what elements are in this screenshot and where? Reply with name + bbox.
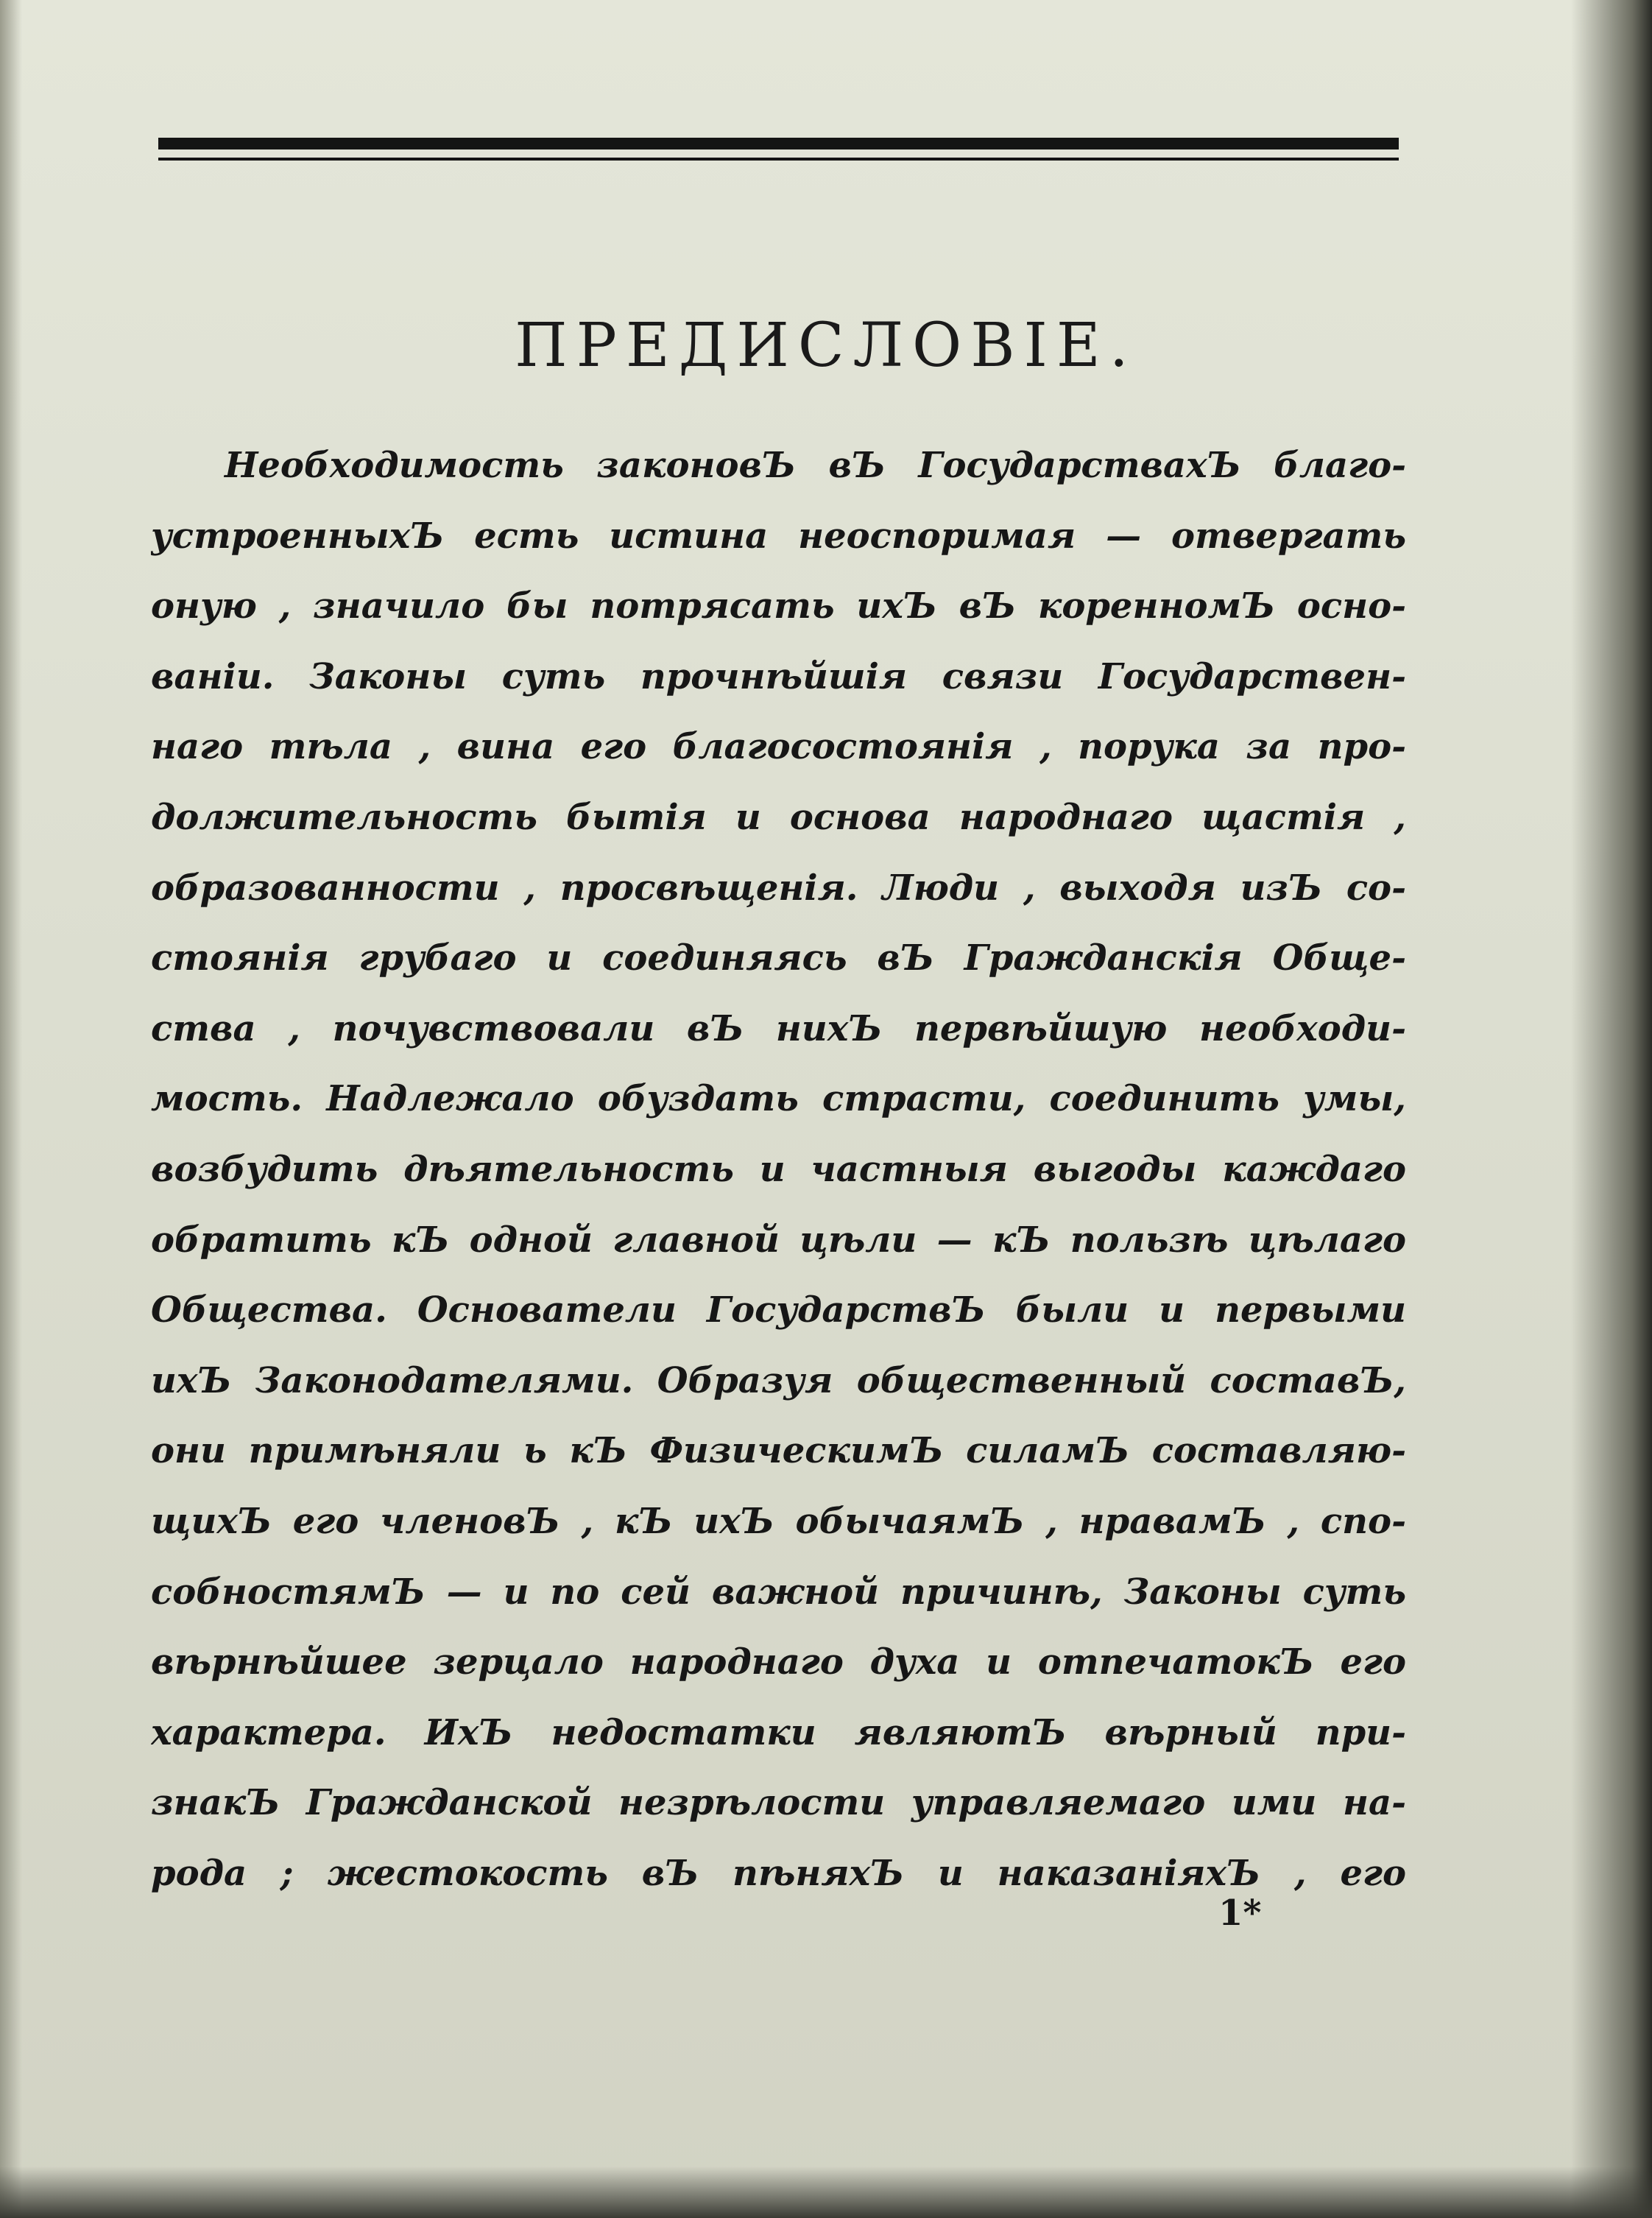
body-text [151, 431, 1406, 1909]
header-rule-thin [158, 158, 1399, 161]
text-line: характера. ИхЪ недостатки являютЪ вѣрный при- [151, 1711, 1406, 1753]
text-line: Общества. Основатели ГосударствЪ были и первыми [151, 1289, 1406, 1331]
text-line: Необходимость законовЪ вЪ ГосударствахЪ благо- [225, 445, 1406, 486]
text-line: ихЪ Законодателями. Образуя общественный составЪ, [151, 1359, 1406, 1401]
text-line: ства , почувствовали вЪ нихЪ первѣйшую необходи- [151, 1007, 1406, 1049]
text-line: собностямЪ — и по сей важной причинѣ, Законы суть [151, 1571, 1406, 1613]
text-line: наго тѣла , вина его благосостоянія , порука за про- [151, 726, 1406, 768]
text-line: щихЪ его членовЪ , кЪ ихЪ обычаямЪ , нравамЪ , спо- [151, 1500, 1406, 1542]
text-line: должительность бытія и основа народнаго щастія , [151, 796, 1406, 838]
page-edge-shadow-bottom [0, 2166, 1652, 2218]
text-line: возбудить дѣятельность и частныя выгоды каждаго [151, 1148, 1406, 1190]
header-rule-thick [158, 138, 1399, 149]
text-line: обратить кЪ одной главной цѣли — кЪ пользѣ цѣлаго [151, 1219, 1406, 1261]
text-line: мость. Надлежало обуздать страсти, соединить умы, [151, 1078, 1406, 1120]
text-line: оную , значило бы потрясать ихЪ вЪ коренномЪ осно- [151, 585, 1406, 627]
text-line: устроенныхЪ есть истина неоспоримая — отвергать [151, 515, 1406, 557]
text-line: знакЪ Гражданской незрѣлости управляемаго ими на- [151, 1782, 1406, 1824]
text-line: они примѣняли ь кЪ ФизическимЪ силамЪ составляю- [151, 1430, 1406, 1472]
text-line: вѣрнѣйшее зерцало народнаго духа и отпечатокЪ его [151, 1641, 1406, 1683]
text-line: стоянія грубаго и соединяясь вЪ Гражданскія Обще- [151, 937, 1406, 979]
text-line: образованности , просвѣщенія. Люди , выходя изЪ со- [151, 867, 1406, 909]
page-heading: ПРЕДИСЛОВІЕ. [515, 311, 1137, 381]
text-line: ваніи. Законы суть прочнѣйшія связи Государствен- [151, 655, 1406, 697]
text-line: рода ; жестокость вЪ пѣняхЪ и наказаніяхЪ , его [151, 1852, 1406, 1894]
signature-mark: 1* [1218, 1893, 1262, 1934]
